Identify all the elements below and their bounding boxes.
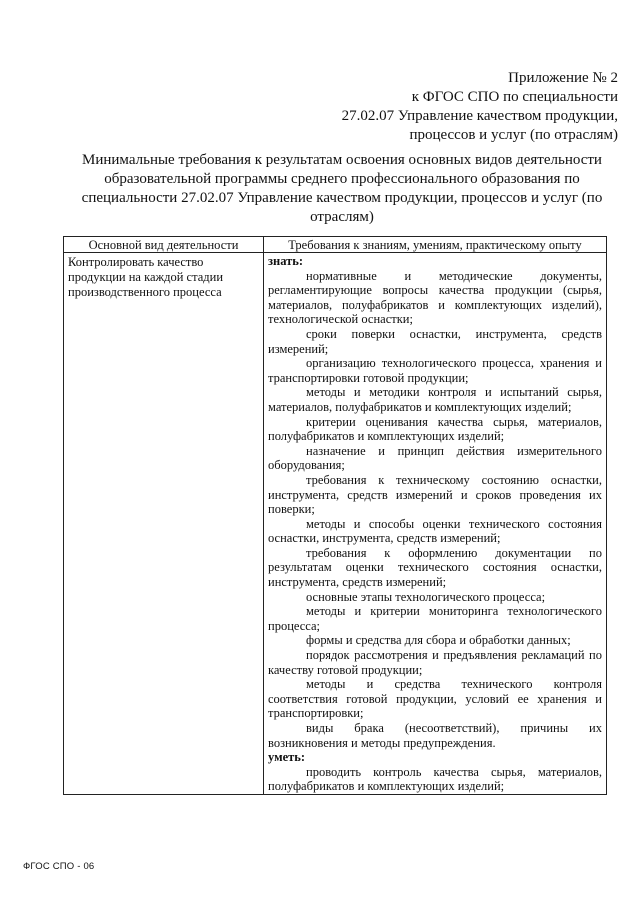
appendix-header [258,69,618,145]
footer-code: ФГОС СПО - 06 [23,861,95,872]
activity-cell: Контролировать качество продукции на каждой стадии производственного процесса [64,253,264,795]
list-item: сроки поверки оснастки, инструмента, средств измерений; [268,326,602,356]
list-item: назначение и принцип действия измерительного оборудования; [268,443,602,473]
requirements-cell [264,253,607,795]
list-item: требования к оформлению документации по результатам оценки технического состояния оснастки, инструмента, средств измерений; [268,545,602,590]
list-item: организацию технологического процесса, хранения и транспортировки готовой продукции; [268,356,602,385]
list-item: методы и средства технического контроля соответствия готовой продукции, условий ее хранения и транспортировки; [268,677,602,721]
list-item: порядок рассмотрения и предъявления рекламаций по качеству готовой продукции; [268,648,602,677]
know-list [268,269,602,751]
can-list [268,765,602,794]
list-item: методы и критерии мониторинга технологического процесса; [268,604,602,633]
list-item: методы и способы оценки технического состояния оснастки, инструмента, средств измерений; [268,516,602,546]
can-label: уметь: [268,750,306,765]
header-activity: Основной вид деятельности [64,237,264,253]
table-row [64,253,607,795]
header-requirements: Требования к знаниям, умениям, практическому опыту [264,237,607,253]
appendix-line-3: 27.02.07 Управление качеством продукции, [341,108,618,124]
list-item: требования к техническому состоянию оснастки, инструмента, средств измерений и сроков проведения их поверки; [268,472,602,517]
list-item: критерии оценивания качества сырья, материалов, полуфабрикатов и комплектующих изделий; [268,414,602,444]
appendix-line-4: процессов и услуг (по отраслям) [409,127,618,143]
list-item: основные этапы технологического процесса; [306,589,546,604]
table-header-row [64,237,607,253]
list-item: методы и методики контроля и испытаний сырья, материалов, полуфабрикатов и комплектующих изделий; [268,385,602,414]
list-item: формы и средства для сбора и обработки данных; [306,633,571,648]
document-title: Минимальные требования к результатам освоения основных видов деятельности образовательной программы среднего профессионального образования по специальности 27.02.07 Управление качеством продукции, процессов и услуг (по отраслям) [81,152,603,225]
appendix-line-1: Приложение № 2 [508,70,618,86]
list-item: проводить контроль качества сырья, материалов, полуфабрикатов и комплектующих изделий; [268,764,602,794]
list-item: нормативные и методические документы, регламентирующие вопросы качества продукции (сырья, материалов, полуфабрикатов и комплектующих изделий), технологической оснастки; [268,268,602,327]
appendix-line-2: к ФГОС СПО по специальности [411,89,618,105]
know-label: знать: [268,254,304,268]
list-item: виды брака (несоответствий), причины их возникновения и методы предупреждения. [268,721,602,750]
requirements-table [63,236,607,795]
